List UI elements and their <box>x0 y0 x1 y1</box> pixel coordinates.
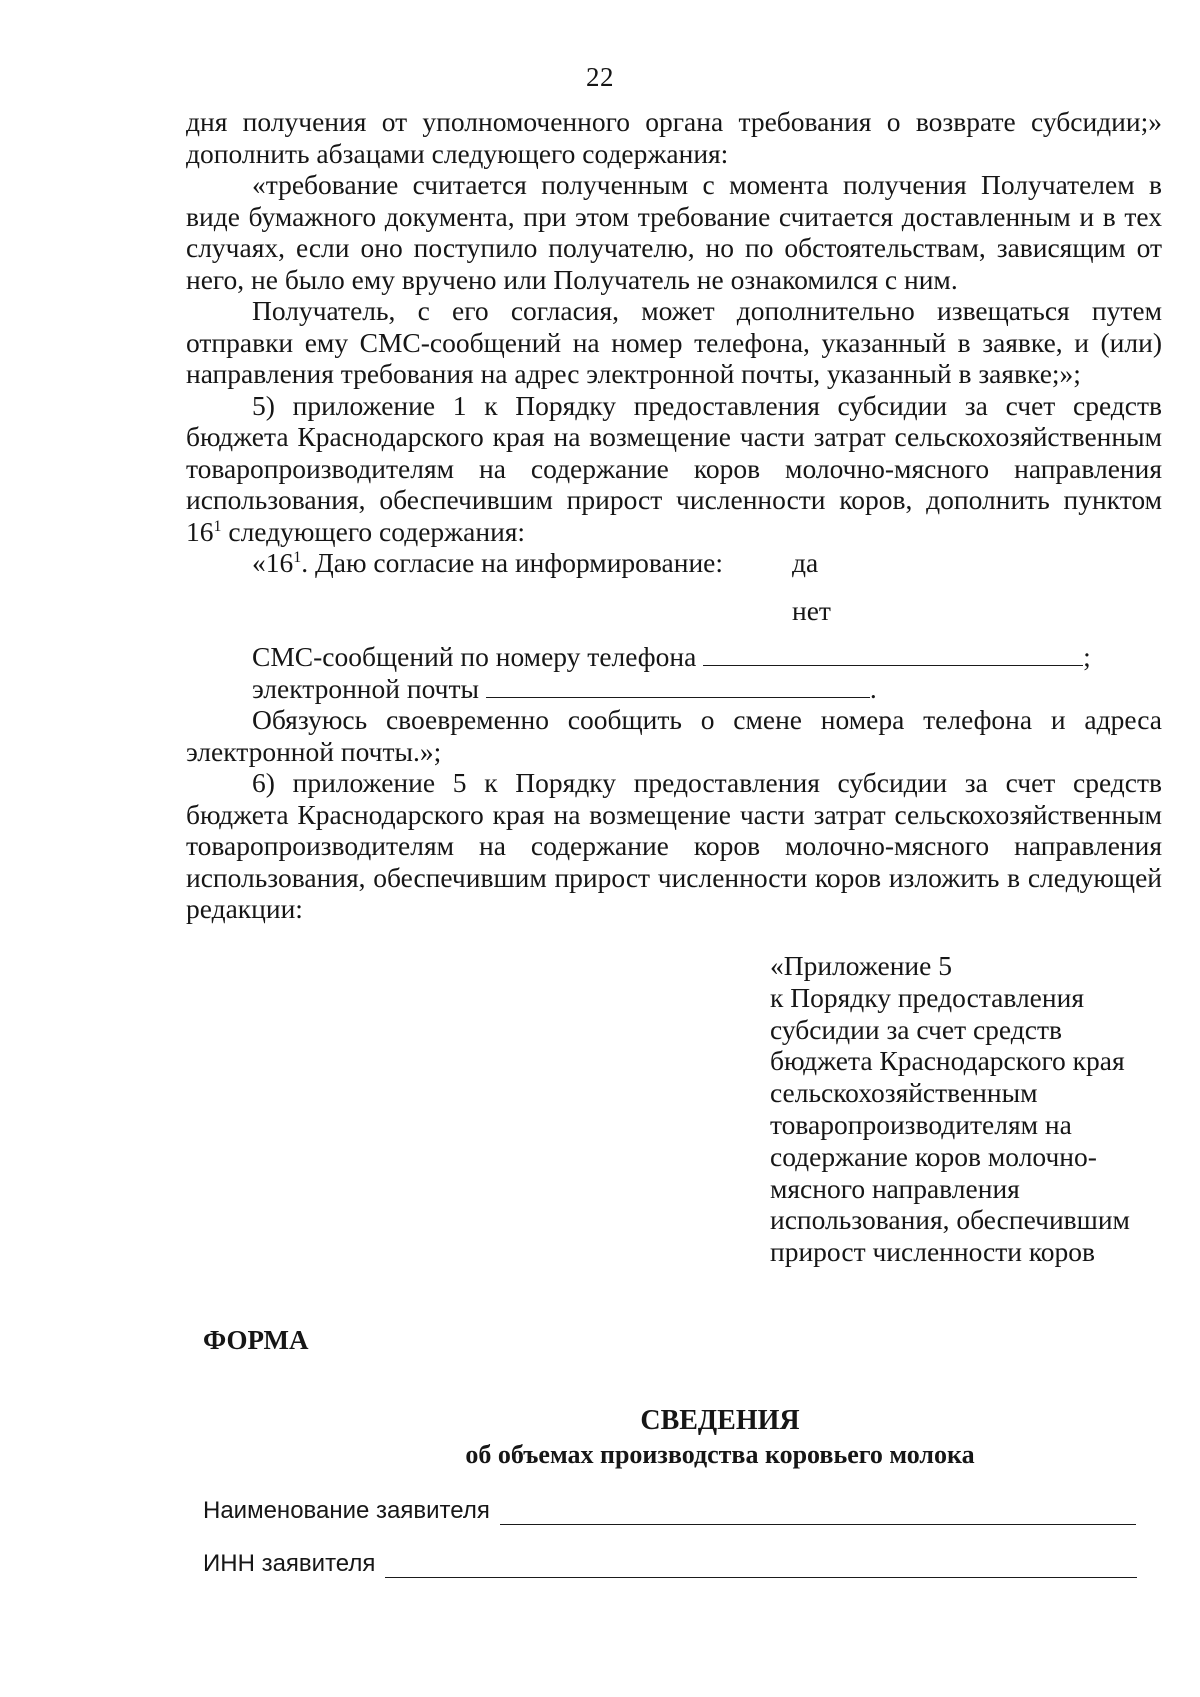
sms-phone-label: СМС-сообщений по номеру телефона <box>252 641 697 672</box>
consent-text: . Даю согласие на информирование: <box>301 547 724 578</box>
page-number: 22 <box>586 62 614 92</box>
appendix-line: к Порядку предоставления <box>770 981 1084 1013</box>
paragraph-recipient-notification: Получатель, с его согласия, может дополнительно извещаться путем отправки ему СМС-сообщений на номер телефона, указанный в заявке, и (или) направления требования на адрес электронной почты, указанный в заявке;»; <box>186 295 1162 389</box>
applicant-inn-label: ИНН заявителя <box>203 1550 376 1577</box>
email-blank[interactable] <box>486 675 870 698</box>
email-label: электронной почты <box>252 672 479 704</box>
consent-option-yes: да <box>792 547 819 578</box>
appendix-header <box>770 950 1190 1268</box>
appendix-line: сельскохозяйственным <box>770 1077 1038 1109</box>
paragraph-continuation: дня получения от уполномоченного органа требования о возврате субсидии;» дополнить абзацами следующего содержания: <box>186 106 1162 169</box>
paragraph-requirement-received: «требование считается полученным с момента получения Получателем в виде бумажного документа, при этом требование считается доставленным и в тех случаях, если оно поступило получателю, но по обстоятельствам, зависящим от него, не было ему вручено или Получатель не ознакомился с ним. <box>186 169 1162 295</box>
consent-label <box>252 547 723 579</box>
paragraph-item-6: 6) приложение 5 к Порядку предоставления субсидии за счет средств бюджета Краснодарского края на возмещение части затрат сельскохозяйственным товаропроизводителям на содержание коров молочно-мясного направления использования, обеспечившим прирост численности коров изложить в следующей редакции: <box>186 767 1162 924</box>
form-title: СВЕДЕНИЯ <box>640 1405 800 1436</box>
paragraph-item-5 <box>186 390 1162 548</box>
consent-prefix: «16 <box>252 547 294 578</box>
applicant-name-blank[interactable] <box>500 1502 1136 1525</box>
document-body <box>186 106 1162 925</box>
item-5-superscript: 1 <box>213 517 222 535</box>
consent-option-no: нет <box>792 595 831 626</box>
consent-block <box>186 547 1162 641</box>
appendix-line: субсидии за счет средств <box>770 1013 1062 1045</box>
sms-phone-blank[interactable] <box>703 643 1083 666</box>
applicant-name-label: Наименование заявителя <box>203 1497 490 1524</box>
item-5-tail: следующего содержания: <box>221 515 526 547</box>
email-line <box>186 673 1162 705</box>
appendix-line: мясного направления <box>770 1172 1020 1204</box>
applicant-name-row <box>203 1497 1136 1525</box>
paragraph-obligation: Обязуюсь своевременно сообщить о смене номера телефона и адреса электронной почты.»; <box>186 704 1162 767</box>
sms-phone-end: ; <box>1083 641 1091 672</box>
form-subtitle: об объемах производства коровьего молока <box>465 1440 975 1469</box>
sms-phone-line <box>186 641 1162 673</box>
forma-label: ФОРМА <box>203 1325 309 1355</box>
appendix-line: использования, обеспечившим <box>770 1204 1130 1236</box>
consent-superscript: 1 <box>293 548 302 566</box>
appendix-line: товаропроизводителям на <box>770 1108 1072 1140</box>
appendix-line: прирост численности коров <box>770 1236 1096 1268</box>
appendix-line: бюджета Краснодарского края <box>770 1045 1125 1077</box>
email-end: . <box>869 672 877 704</box>
appendix-line: содержание коров молочно- <box>770 1140 1097 1172</box>
applicant-inn-blank[interactable] <box>385 1555 1137 1578</box>
applicant-inn-row <box>203 1550 1137 1578</box>
item-5-text: 5) приложение 1 к Порядку предоставления субсидии за счет средств бюджета Краснодарского края на возмещение части затрат сельскохозяйственным товаропроизводителям на содержание коров молочно-мясного направления использования, обеспечившим прирост численности коров, дополнить пунктом 16 <box>186 389 1162 547</box>
appendix-line: «Приложение 5 <box>770 950 952 981</box>
